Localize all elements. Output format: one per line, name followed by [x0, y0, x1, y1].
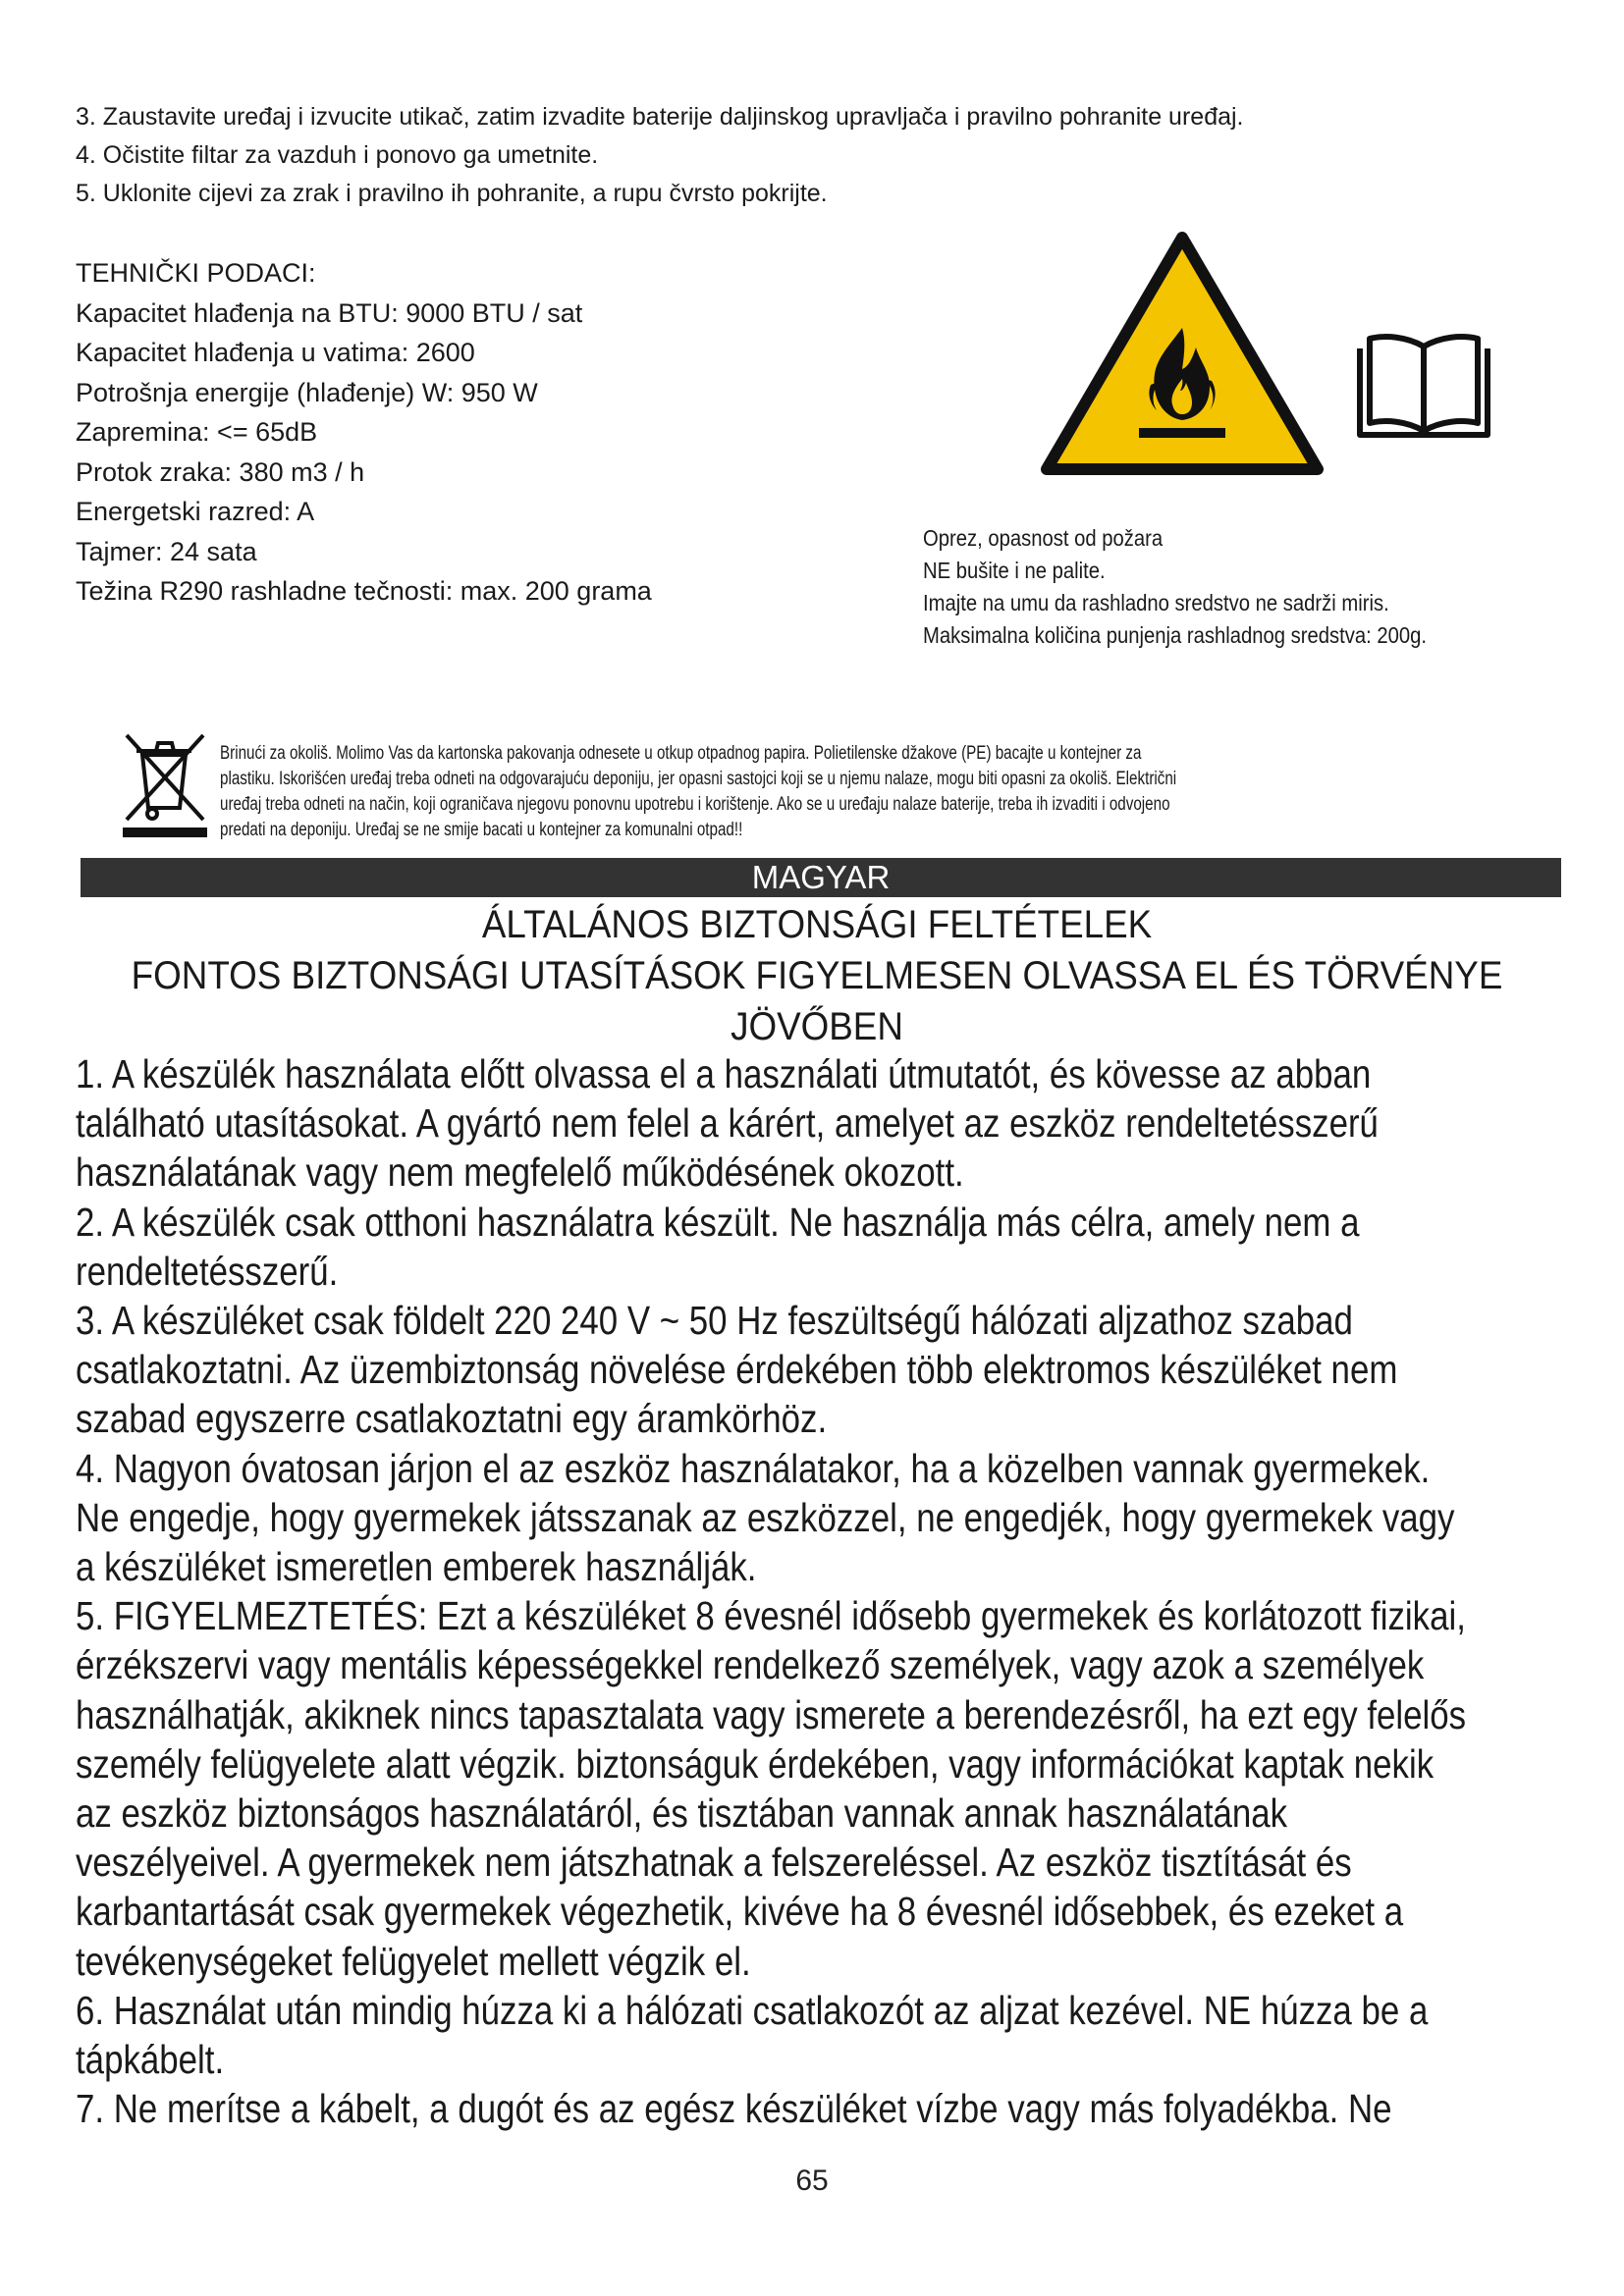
section-headings: [59, 899, 1575, 1052]
page-number: 65: [795, 2164, 829, 2197]
step-3: 3. Zaustavite uređaj i izvucite utikač, zatim izvadite baterije daljinskog upravljača i pravilno pohranite uređaj.: [76, 103, 1244, 131]
caution-line: Maksimalna količina punjenja rashladnog sredstva: 200g.: [923, 622, 1428, 648]
tech-row: Težina R290 rashladne tečnosti: max. 200 grama: [76, 576, 652, 606]
important-instructions-heading-cont: JÖVŐBEN: [731, 1005, 903, 1048]
important-instructions-heading: FONTOS BIZTONSÁGI UTASÍTÁSOK FIGYELMESEN OLVASSA EL ÉS TÖRVÉNYE: [131, 954, 1503, 997]
tech-row: Kapacitet hlađenja na BTU: 9000 BTU / sat: [76, 297, 583, 328]
step-5: 5. Uklonite cijevi za zrak i pravilno ih pohranite, a rupu čvrsto pokrijte.: [76, 180, 828, 207]
tech-row: Energetski razred: A: [76, 497, 315, 526]
body-line: érzékszervi vagy mentális képességekkel rendelkező személyek, vagy azok a személyek: [76, 1642, 1425, 1688]
safety-instructions-body: [76, 1049, 1624, 2133]
environment-line: Brinući za okoliš. Molimo Vas da kartonska pakovanja odnesete u otkup otpadnog papira. Polietilenske džakove (PE) bacajte u kontejner za: [220, 743, 1142, 764]
technical-data-title: TEHNIČKI PODACI:: [76, 258, 316, 288]
body-line: 4. Nagyon óvatosan járjon el az eszköz használatakor, ha a közelben vannak gyermekek.: [76, 1445, 1431, 1491]
body-line: karbantartását csak gyermekek végezhetik, kivéve ha 8 évesnél idősebbek, és ezeket a: [76, 1889, 1404, 1935]
fire-caution-text: [923, 522, 1591, 652]
body-line: személy felügyelete alatt végzik. biztonságuk érdekében, vagy információkat kaptak nekik: [76, 1740, 1435, 1787]
body-line: 7. Ne merítse a kábelt, a dugót és az egész készüléket vízbe vagy más folyadékba. Ne: [76, 2086, 1392, 2132]
body-line: 6. Használat után mindig húzza ki a hálózati csatlakozót az aljzat kezével. NE húzza be a: [76, 1987, 1429, 2033]
body-line: Ne engedje, hogy gyermekek játsszanak az eszközzel, ne engedjék, hogy gyermekek vagy: [76, 1494, 1455, 1540]
environment-notice: [220, 741, 1624, 843]
body-line: a készüléket ismeretlen emberek használják.: [76, 1544, 757, 1590]
environment-line: predati na deponiju. Uređaj se ne smije bacati u kontejner za komunalni otpad!!: [220, 820, 743, 840]
step-4: 4. Očistite filtar za vazduh i ponovo ga umetnite.: [76, 141, 599, 169]
body-line: szabad egyszerre csatlakoztatni egy áramkörhöz.: [76, 1396, 828, 1442]
environment-line: uređaj treba odneti na način, koji ograničava njegovu ponovnu upotrebu i korištenje. Ako se u uređaju nalaze baterije, treba ih izvaditi i odvojeno: [220, 794, 1170, 815]
body-line: használatának vagy nem megfelelő működésének okozott.: [76, 1149, 964, 1196]
body-line: tevékenységeket felügyelet mellett végzik el.: [76, 1938, 751, 1984]
body-line: 2. A készülék csak otthoni használatra készült. Ne használja más célra, amely nem a: [76, 1199, 1360, 1245]
tech-row: Tajmer: 24 sata: [76, 536, 257, 566]
tech-row: Kapacitet hlađenja u vatima: 2600: [76, 338, 475, 367]
read-manual-book-icon: [1356, 329, 1491, 439]
body-line: tápkábelt.: [76, 2037, 225, 2083]
maintenance-steps: [76, 98, 1548, 213]
body-line: található utasításokat. A gyártó nem felel a kárért, amelyet az eszköz rendeltetésszerű: [76, 1100, 1379, 1147]
general-safety-heading: ÁLTALÁNOS BIZTONSÁGI FELTÉTELEK: [481, 903, 1153, 946]
body-line: veszélyeivel. A gyermekek nem játszhatnak a felszereléssel. Az eszköz tisztítását és: [76, 1840, 1352, 1886]
body-line: rendeltetésszerű.: [76, 1248, 339, 1294]
body-line: az eszköz biztonságos használatáról, és tisztában vannak annak használatának: [76, 1790, 1288, 1837]
body-line: 1. A készülék használata előtt olvassa el a használati útmutatót, és kövesse az abban: [76, 1051, 1372, 1096]
language-section-bar: MAGYAR: [81, 858, 1561, 897]
caution-line: NE bušite i ne palite.: [923, 558, 1106, 583]
body-line: használhatják, akiknek nincs tapasztalata vagy ismerete a berendezésről, ha ezt egy felelős: [76, 1691, 1467, 1737]
caution-line: Oprez, opasnost od požara: [923, 525, 1164, 551]
tech-row: Protok zraka: 380 m3 / h: [76, 456, 365, 487]
environment-line: plastiku. Iskorišćen uređaj treba odneti na odgovarajuću deponiju, jer opasni sastojci koji se u njemu nalaze, mogu biti opasni za okoliš. Električni: [220, 769, 1177, 789]
flammable-warning-icon: [1041, 232, 1324, 475]
caution-line: Imajte na umu da rashladno sredstvo ne sadrži miris.: [923, 590, 1389, 615]
technical-data: [76, 253, 763, 612]
tech-row: Zapremina: <= 65dB: [76, 417, 318, 447]
crossed-bin-icon: [123, 729, 207, 837]
body-line: csatlakoztatni. Az üzembiztonság növelése érdekében több elektromos készüléket nem: [76, 1347, 1398, 1393]
tech-row: Potrošnja energije (hlađenje) W: 950 W: [76, 377, 538, 407]
body-line: 3. A készüléket csak földelt 220 240 V ~ 50 Hz feszültségű hálózati aljzathoz szabad: [76, 1298, 1353, 1344]
body-line: 5. FIGYELMEZTETÉS: Ezt a készüléket 8 évesnél idősebb gyermekek és korlátozott fizikai,: [76, 1593, 1466, 1639]
